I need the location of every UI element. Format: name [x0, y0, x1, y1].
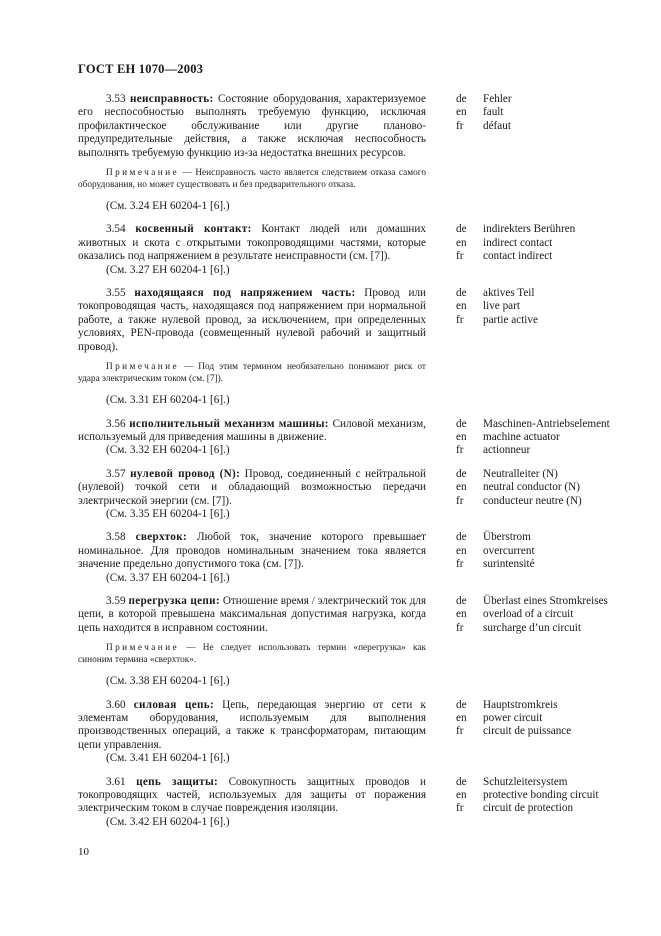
term-name: сверхток:	[135, 531, 187, 544]
translation-term: power circuit	[483, 712, 543, 724]
lang-code: de	[456, 467, 467, 480]
lang-code: fr	[456, 119, 464, 132]
lang-code: en	[456, 544, 467, 557]
term-definition	[78, 776, 426, 816]
standard-reference: (См. 3.41 ЕН 60204-1 [6].)	[106, 752, 230, 765]
translation-de	[456, 531, 618, 544]
translation-en	[456, 431, 618, 444]
translations	[456, 287, 618, 407]
translation-fr	[456, 495, 618, 508]
standard-reference: (См. 3.42 ЕН 60204-1 [6].)	[106, 815, 230, 828]
standard-reference: (См. 3.35 ЕН 60204-1 [6].)	[106, 507, 230, 520]
translation-de	[456, 699, 618, 712]
term-number: 3.54	[106, 223, 126, 236]
translation-term: surintensité	[483, 558, 535, 571]
translation-de	[456, 595, 618, 608]
term-entry-3-59	[78, 595, 618, 689]
term-entry-3-53	[78, 93, 618, 213]
term-definition	[78, 223, 426, 263]
definition-text: Совокупность защитных проводов и токопроводящих частей, используемых для защиты от поражения электрическим током в случае повреждения изоляции.	[78, 775, 427, 815]
lang-code: fr	[456, 494, 464, 507]
translation-term: circuit de protection	[483, 802, 574, 815]
lang-code: en	[456, 712, 467, 724]
definition-text: Провод, соединенный с нейтральной (нулевой) точкой сети и обладающий возможностью передачи электрической энергии (см. [7]).	[78, 467, 427, 507]
term-entry-3-57	[78, 468, 618, 522]
term-number: 3.58	[106, 531, 126, 544]
translation-en	[456, 789, 618, 802]
translations	[456, 93, 618, 213]
translation-term: surcharge d’un circuit	[483, 621, 581, 634]
term-entry-3-54	[78, 223, 618, 277]
standard-reference: (См. 3.37 ЕН 60204-1 [6].)	[106, 571, 230, 584]
standard-reference: (См. 3.38 ЕН 60204-1 [6].)	[106, 675, 230, 688]
definition-text: Отношение время / электрический ток для цепи, в которой превышена максимальная допустимая нагрузка, когда цепь находится в исправном состоянии.	[78, 594, 427, 634]
document-header: ГОСТ ЕН 1070—2003	[78, 62, 204, 76]
definition-text: Цепь, передающая энергию от сети к элементам оборудования, используемым для выполнения производственных операций, а также к трансформаторам, питающим цепи управления.	[78, 698, 426, 751]
translation-en	[456, 608, 618, 621]
translation-de	[456, 93, 618, 106]
translation-en	[456, 237, 618, 250]
translation-term: neutral conductor (N)	[483, 481, 580, 494]
lang-code: fr	[456, 313, 464, 326]
definition-text: Провод или токопроводящая часть, находящаяся под напряжением при нормальной работе, а также нулевой провод, за исключением, при определенных условиях, PEN-провода (совмещенный нулевой рабочий и защитный провод).	[78, 287, 427, 353]
lang-code: fr	[456, 444, 464, 457]
entry-body	[78, 776, 426, 830]
term-note	[78, 642, 426, 666]
note-text: — Под этим термином необязательно понимают риск от удара электрическим током (см. [7]).	[78, 362, 426, 385]
note-text: — Неисправность часто является следствием отказа самого оборудования, но может существовать и без предварительного отказа.	[78, 168, 426, 191]
translation-term: indirekters Berühren	[483, 223, 576, 236]
lang-code: de	[456, 594, 467, 607]
entry-body	[78, 223, 426, 277]
standard-reference: (См. 3.27 ЕН 60204-1 [6].)	[106, 263, 230, 276]
lang-code: fr	[456, 725, 464, 738]
translation-term: fault	[483, 106, 504, 119]
translation-term: indirect contact	[483, 236, 553, 249]
lang-code: de	[456, 417, 467, 430]
translation-en	[456, 545, 618, 558]
translations	[456, 531, 618, 585]
translation-term: machine actuator	[483, 430, 560, 443]
term-number: 3.61	[106, 775, 126, 788]
term-name: силовая цепь:	[133, 698, 214, 711]
term-definition	[78, 468, 426, 508]
lang-code: en	[456, 106, 467, 119]
note-text: — Не следует использовать термин «перегрузка» как синоним термина «сверхток».	[78, 643, 426, 666]
entry-body	[78, 595, 426, 689]
lang-code: en	[456, 608, 467, 621]
standard-reference: (См. 3.24 ЕН 60204-1 [6].)	[106, 200, 230, 213]
translation-de	[456, 223, 618, 236]
lang-code: de	[456, 223, 467, 236]
standard-reference: (См. 3.31 ЕН 60204-1 [6].)	[106, 394, 230, 407]
lang-code: de	[456, 698, 467, 711]
translation-term: Schutzleitersystem	[483, 775, 568, 788]
translation-term: Neutralleiter (N)	[483, 467, 558, 480]
lang-code: de	[456, 287, 467, 300]
translations	[456, 223, 618, 277]
translation-term: Überstrom	[483, 531, 531, 544]
term-name: косвенный контакт:	[135, 223, 252, 236]
term-note	[78, 361, 426, 385]
translations	[456, 468, 618, 522]
term-entry-3-61	[78, 776, 618, 830]
entry-body	[78, 93, 426, 213]
translation-de	[456, 468, 618, 481]
lang-code: en	[456, 300, 467, 313]
standard-reference: (См. 3.32 ЕН 60204-1 [6].)	[106, 444, 230, 457]
translation-de	[456, 776, 618, 789]
translation-fr	[456, 802, 618, 815]
entry-body	[78, 468, 426, 522]
translation-term: live part	[483, 300, 520, 313]
translation-en	[456, 300, 618, 313]
term-name: нулевой провод (N):	[130, 467, 241, 480]
translation-term: Fehler	[483, 93, 512, 105]
lang-code: en	[456, 236, 467, 249]
translation-term: défaut	[483, 119, 511, 132]
translation-term: overload of a circuit	[483, 608, 574, 621]
translation-fr	[456, 622, 618, 635]
lang-code: fr	[456, 621, 464, 634]
translation-term: Maschinen-Antriebselement	[483, 417, 610, 430]
lang-code: de	[456, 775, 467, 788]
note-label: Примечание	[106, 362, 179, 373]
term-number: 3.59	[106, 594, 126, 607]
translation-term: contact indirect	[483, 250, 553, 263]
term-entry-3-56	[78, 418, 618, 458]
term-entries	[78, 93, 618, 839]
translations	[456, 595, 618, 689]
lang-code: fr	[456, 802, 464, 815]
translation-term: Hauptstromkreis	[483, 698, 558, 711]
note-label: Примечание	[106, 643, 179, 654]
definition-text: Контакт людей или домашних животных и скота с открытыми токопроводящими частями, которые оказались под напряжением в результате неисправности (см. [7]).	[78, 223, 427, 263]
term-name: находящаяся под напряжением часть:	[134, 287, 356, 300]
translation-term: partie active	[483, 313, 538, 326]
lang-code: en	[456, 789, 467, 802]
note-label: Примечание	[106, 168, 179, 179]
lang-code: en	[456, 481, 467, 494]
definition-text: Любой ток, значение которого превышает номинальное. Для проводов номинальным значением тока является значение предельно допустимого тока (см. [7]).	[78, 531, 427, 571]
term-definition	[78, 531, 426, 571]
term-definition	[78, 418, 426, 445]
translation-en	[456, 481, 618, 494]
translations	[456, 776, 618, 830]
term-entry-3-55	[78, 287, 618, 407]
translation-fr	[456, 120, 618, 133]
entry-body	[78, 418, 426, 458]
translation-term: conducteur neutre (N)	[483, 494, 582, 507]
term-entry-3-60	[78, 699, 618, 766]
translation-term: Überlast eines Stromkreises	[483, 594, 608, 607]
term-number: 3.56	[106, 417, 126, 430]
translation-fr	[456, 314, 618, 327]
term-name: цепь защиты:	[136, 775, 219, 788]
translation-fr	[456, 444, 618, 457]
translation-term: actionneur	[483, 444, 531, 457]
definition-text: Силовой механизм, используемый для приведения машины в движение.	[78, 417, 426, 443]
term-note	[78, 167, 426, 191]
translation-fr	[456, 250, 618, 263]
translation-term: overcurrent	[483, 544, 535, 557]
term-definition	[78, 699, 426, 753]
translation-fr	[456, 725, 618, 738]
translation-de	[456, 287, 618, 300]
translation-term: aktives Teil	[483, 287, 535, 300]
lang-code: fr	[456, 558, 464, 571]
lang-code: de	[456, 531, 467, 544]
term-entry-3-58	[78, 531, 618, 585]
entry-body	[78, 531, 426, 585]
translation-de	[456, 418, 618, 431]
lang-code: en	[456, 430, 467, 443]
term-number: 3.55	[106, 287, 126, 300]
page-number: 10	[78, 846, 89, 858]
entry-body	[78, 699, 426, 766]
term-number: 3.53	[106, 93, 126, 105]
term-name: исполнительный механизм машины:	[129, 417, 329, 430]
term-definition	[78, 287, 426, 354]
term-number: 3.60	[106, 698, 126, 711]
translations	[456, 699, 618, 766]
translation-en	[456, 712, 618, 725]
translation-term: protective bonding circuit	[483, 789, 599, 802]
lang-code: fr	[456, 250, 464, 263]
lang-code: de	[456, 93, 467, 105]
term-definition	[78, 93, 426, 160]
translation-fr	[456, 558, 618, 571]
entry-body	[78, 287, 426, 407]
definition-text: Состояние оборудования, характеризуемое его неспособностью выполнять требуемую функцию, исключая профилактическое обслуживание или другие планово-предупредительные действия, а также исключая неспособность выполнять требуемую функцию из-за недостатка внешних ресурсов.	[78, 93, 426, 159]
translations	[456, 418, 618, 458]
translation-en	[456, 106, 618, 119]
term-definition	[78, 595, 426, 635]
term-number: 3.57	[106, 467, 126, 480]
term-name: перегрузка цепи:	[128, 594, 220, 607]
translation-term: circuit de puissance	[483, 725, 572, 738]
term-name: неисправность:	[130, 93, 214, 105]
